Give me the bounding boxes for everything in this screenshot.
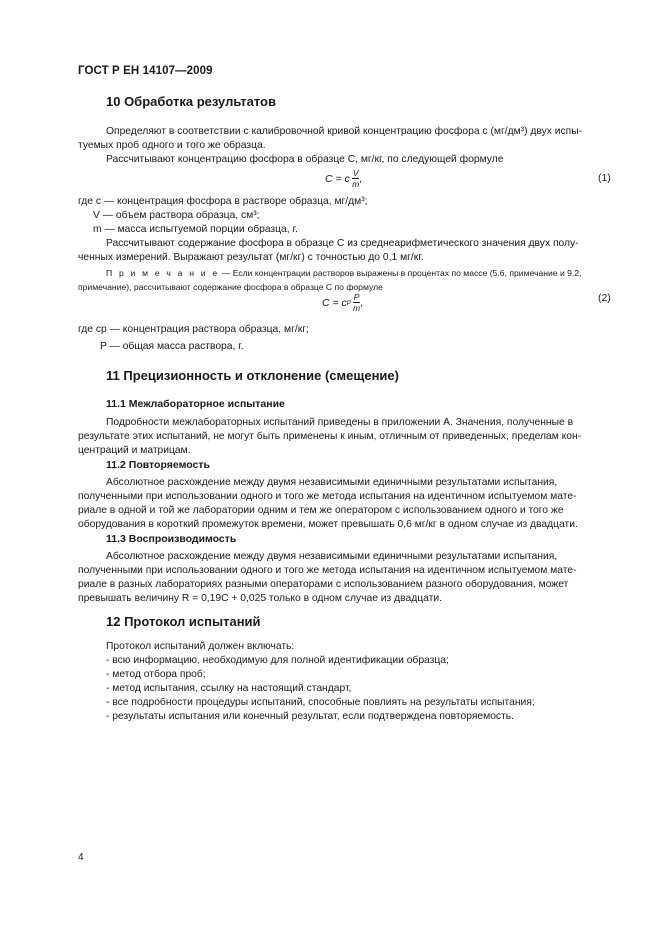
formula-1-fraction <box>352 168 363 189</box>
formula-1 <box>325 168 362 189</box>
s12-item: - метод испытания, ссылку на настоящий стандарт, <box>106 683 352 694</box>
formula-1-number: (1) <box>598 172 611 184</box>
formula-1-numerator: V <box>352 168 359 178</box>
formula-1-tail: , <box>359 172 363 185</box>
note-label: П р и м е ч а н и е <box>106 268 220 278</box>
formula-1-denominator: m <box>352 179 360 189</box>
note-line2: примечание), рассчитывают содержание фосфора в образце C по формуле <box>78 282 383 292</box>
s10-p1-line2: туемых проб одного и того же образца. <box>78 140 266 151</box>
s10-p1-line1: Определяют в соответствии с калибровочной кривой концентрацию фосфора c (мг/дм³) двух испы- <box>106 126 583 137</box>
where-v: V — объем раствора образца, см³; <box>93 210 260 221</box>
document-header: ГОСТ Р ЕН 14107—2009 <box>78 65 213 77</box>
section-11-title: 11 Прецизионность и отклонение (смещение) <box>106 368 399 383</box>
s11-2-line3: риале в одной и той же лаборатории одним и тем же оператором с использованием одного и того же <box>78 505 564 516</box>
s11-2-line2: полученными при использовании одного и того же метода испытания на идентичном испытуемом мате- <box>78 491 577 502</box>
s12-item: - всю информацию, необходимую для полной идентификации образца; <box>106 655 449 666</box>
s12-item: - результаты испытания или конечный результат, если подтверждена повторяемость. <box>106 711 515 722</box>
s12-item: - метод отбора проб; <box>106 669 206 680</box>
page-number: 4 <box>78 852 84 863</box>
where-m: m — масса испытуемой порции образца, г. <box>93 224 298 235</box>
s11-3-line2: полученными при использовании одного и того же метода испытания на идентичном испытуемом мате- <box>78 565 577 576</box>
where-c: где c — концентрация фосфора в растворе образца, мг/дм³; <box>78 196 368 207</box>
section-12-title: 12 Протокол испытаний <box>106 614 261 629</box>
s12-item: - все подробности процедуры испытаний, способные повлиять на результаты испытания; <box>106 697 535 708</box>
s10-p3-line1: Рассчитывают содержание фосфора в образце C из среднеарифметического значения двух полу- <box>106 238 579 249</box>
s11-3-line3: риале в разных лабораториях разными операторами с использованием разного оборудования, может <box>78 579 569 590</box>
formula-2 <box>322 292 363 313</box>
section-11-1-title: 11.1 Межлабораторное испытание <box>106 398 285 410</box>
s11-1-line1: Подробности межлабораторных испытаний приведены в приложении А. Значения, полученные в <box>106 417 574 428</box>
note-text-1: — Если концентрации растворов выражены в процентах по массе (5.6, примечание и 9.2, <box>219 268 582 278</box>
s10-p3-line2: ченных измерений. Выражают результат (мг/кг) с точностью до 0,1 мг/кг. <box>78 252 424 263</box>
s11-3-line1: Абсолютное расхождение между двумя независимыми единичными результатами испытания, <box>106 551 558 562</box>
s11-2-line4: оборудования в короткий промежуток времени, может превышать 0,6 мг/кг в одном случае из двадцати. <box>78 519 578 530</box>
where-cp: где cp — концентрация раствора образца, мг/кг; <box>78 324 309 335</box>
section-10-title: 10 Обработка результатов <box>106 94 276 109</box>
section-11-2-title: 11.2 Повторяемость <box>106 459 210 471</box>
formula-2-denominator: m <box>353 303 361 313</box>
formula-2-fraction <box>353 292 364 313</box>
formula-2-numerator: P <box>353 292 360 302</box>
formula-2-subscript: p <box>346 299 351 306</box>
formula-2-tail: , <box>360 296 364 309</box>
s12-intro: Протокол испытаний должен включать: <box>106 641 295 652</box>
s11-1-line2: результате этих испытаний, не могут быть применены к иным, отличным от приведенных, пределам кон- <box>78 431 582 442</box>
formula-2-lhs: C = c <box>322 296 347 309</box>
note-line1 <box>106 266 581 281</box>
section-11-3-title: 11.3 Воспроизводимость <box>106 533 237 545</box>
s11-1-line3: центраций и матрицам. <box>78 445 191 456</box>
s11-2-line1: Абсолютное расхождение между двумя независимыми единичными результатами испытания, <box>106 477 558 488</box>
s11-3-line4: превышать величину R = 0,19C + 0,025 только в одном случае из двадцати. <box>78 593 442 604</box>
formula-2-number: (2) <box>598 292 611 304</box>
formula-1-lhs: C = c <box>325 172 350 185</box>
where-p: P — общая масса раствора, г. <box>100 341 244 352</box>
s10-p2: Рассчитывают концентрацию фосфора в образце C, мг/кг, по следующей формуле <box>106 154 504 165</box>
